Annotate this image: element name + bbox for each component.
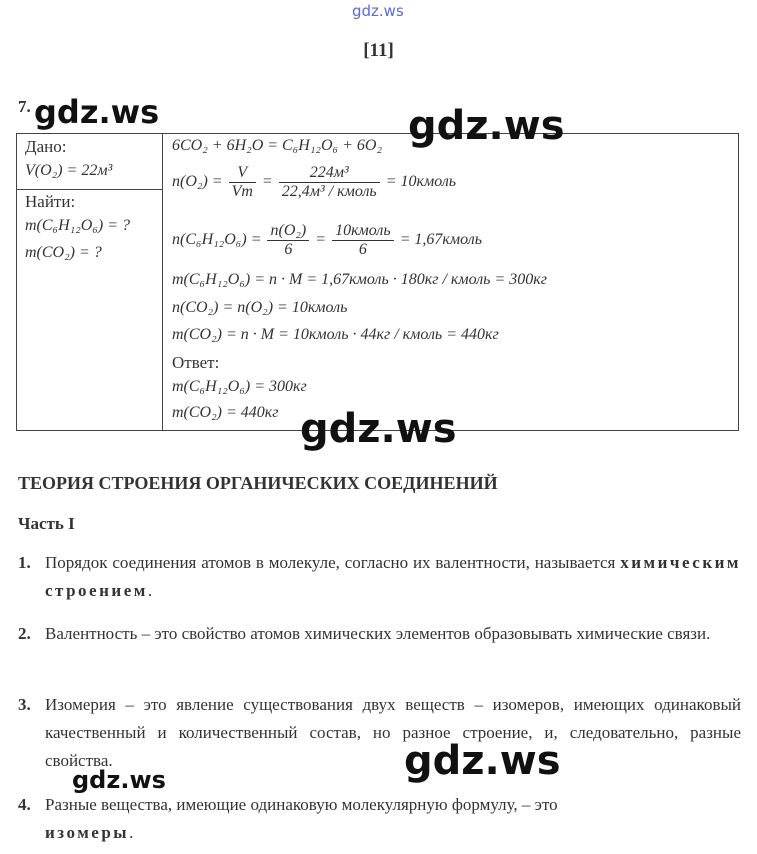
watermark-logo: gdz.ws xyxy=(300,406,457,452)
item-text-end: . xyxy=(129,823,134,842)
find-label: Найти: xyxy=(25,192,76,211)
item-text xyxy=(45,791,741,847)
section-title: ТЕОРИЯ СТРОЕНИЯ ОРГАНИЧЕСКИХ СОЕДИНЕНИЙ xyxy=(18,473,498,493)
list-item xyxy=(18,549,741,605)
answer-line: m(CO₂) = 440кг xyxy=(172,404,279,421)
formula-part: = xyxy=(261,173,273,191)
formula-part: = 10кмоль xyxy=(385,173,457,191)
fraction xyxy=(229,164,256,201)
item-text: Изомерия – это явление существования двух веществ – изомеров, имеющих одинаковый качественный и количественный состав, но разное строение, и, следовательно, разные свойства. xyxy=(45,695,741,770)
table-divider-vertical xyxy=(162,134,163,430)
list-item xyxy=(18,691,741,775)
formula-line xyxy=(172,164,456,201)
fraction-denominator: 6 xyxy=(284,241,293,258)
given-value: V(O₂) = 22м³ xyxy=(25,162,113,179)
watermark-top: gdz.ws xyxy=(352,2,404,20)
fraction xyxy=(279,164,380,201)
answer-line: m(C₆H₁₂O₆) = 300кг xyxy=(172,378,307,395)
formula-part: n(O₂) = xyxy=(172,173,223,191)
item-text-part: Разные вещества, имеющие одинаковую молекулярную формулу, – это xyxy=(45,795,558,814)
item-term: изомеры xyxy=(45,823,130,842)
item-number: 1. xyxy=(18,553,31,572)
formula-part: = 1,67кмоль xyxy=(399,231,482,249)
item-text xyxy=(45,549,741,605)
given-label: Дано: xyxy=(25,137,67,156)
table-divider-horizontal xyxy=(17,189,162,190)
list-item xyxy=(18,620,741,648)
item-term: химическим строением xyxy=(45,553,741,600)
formula-line xyxy=(172,222,482,259)
fraction-numerator: 10кмоль xyxy=(332,222,394,241)
formula-part: n(C₆H₁₂O₆) = xyxy=(172,231,262,249)
find-item: m(C₆H₁₂O₆) = ? xyxy=(25,217,131,234)
item-number: 3. xyxy=(18,695,31,714)
list-item xyxy=(18,791,741,847)
item-number: 2. xyxy=(18,624,31,643)
fraction-numerator: n(O₂) xyxy=(267,222,309,241)
formula-line: m(C₆H₁₂O₆) = n · M = 1,67кмоль · 180кг / кмоль = 300кг xyxy=(172,271,547,288)
task-number: 7. xyxy=(18,97,31,116)
formula-line: m(CO₂) = n · M = 10кмоль · 44кг / кмоль = 440кг xyxy=(172,326,499,343)
item-text-end: . xyxy=(147,581,153,600)
find-item: m(CO₂) = ? xyxy=(25,244,102,261)
item-text-part: Порядок соединения атомов в молекуле, согласно их валентности, называется xyxy=(45,553,616,572)
page-number: [11] xyxy=(363,40,394,61)
item-text: Валентность – это свойство атомов химических элементов образовывать химические связи. xyxy=(45,624,711,643)
fraction-numerator: 224м³ xyxy=(279,164,380,183)
reaction-equation: 6CO₂ + 6H₂O = C₆H₁₂O₆ + 6O₂ xyxy=(172,137,382,154)
watermark-logo: gdz.ws xyxy=(72,766,166,794)
fraction xyxy=(267,222,309,259)
watermark-logo: gdz.ws xyxy=(34,93,160,131)
watermark-logo: gdz.ws xyxy=(408,103,565,149)
part-title: Часть I xyxy=(18,514,75,533)
formula-part: = xyxy=(315,231,327,249)
fraction-numerator: V xyxy=(229,164,256,183)
watermark-logo: gdz.ws xyxy=(404,738,561,784)
fraction-denominator: 22,4м³ / кмоль xyxy=(281,183,377,200)
fraction xyxy=(332,222,394,259)
fraction-denominator: 6 xyxy=(358,241,367,258)
fraction-denominator: Vm xyxy=(231,183,253,200)
item-number: 4. xyxy=(18,795,31,814)
answer-label: Ответ: xyxy=(172,353,220,372)
formula-line: n(CO₂) = n(O₂) = 10кмоль xyxy=(172,299,348,316)
